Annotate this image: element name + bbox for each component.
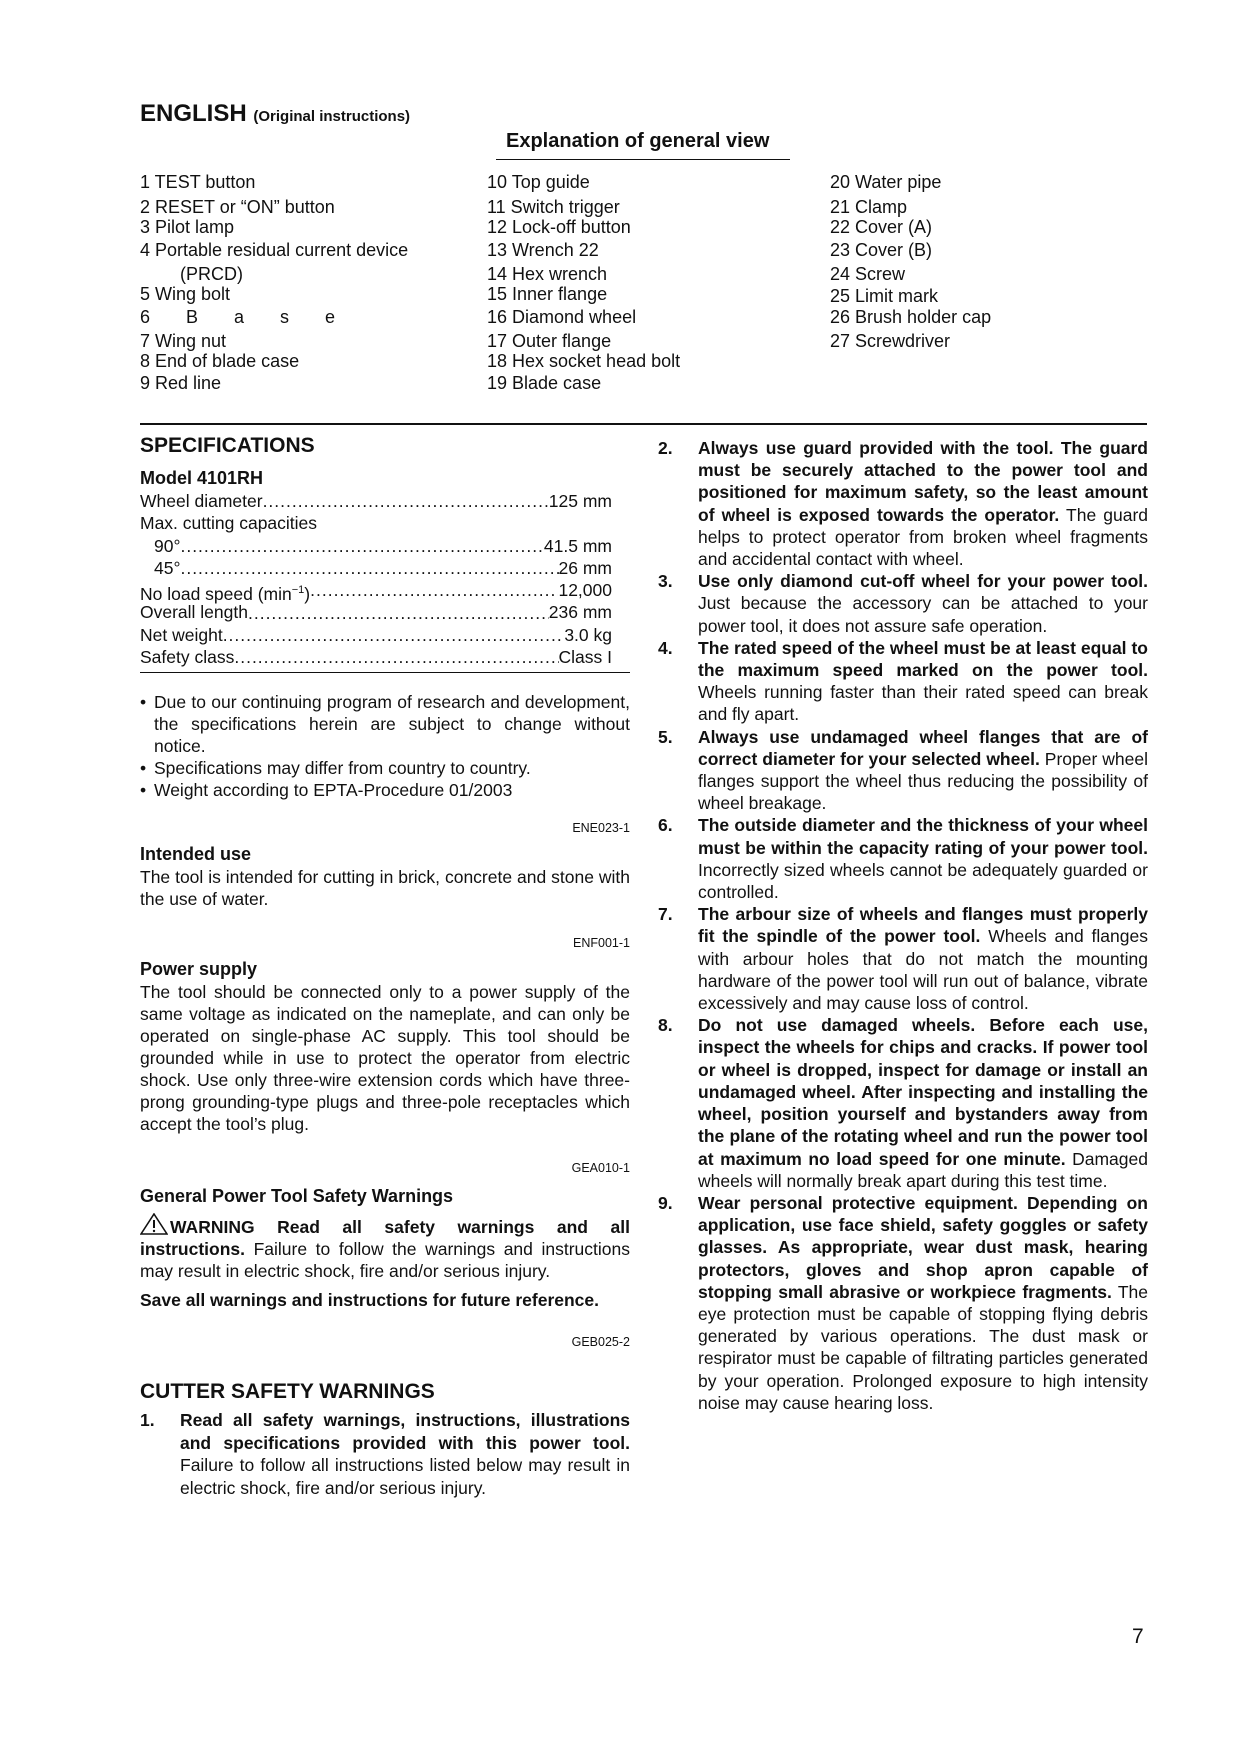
gv-item-12: 12 Lock-off button bbox=[487, 217, 631, 237]
cutter-rule-1 bbox=[140, 1409, 630, 1499]
intended-use-text: The tool is intended for cutting in brick, concrete and stone with the use of water. bbox=[140, 867, 630, 910]
spec-row-90deg bbox=[140, 535, 630, 557]
rule-text: Wheels and flanges with arbour holes that do not match the mounting hardware of the power tool will run out of balance, vibrate excessively and may cause loss of control. bbox=[698, 926, 1148, 1014]
spec-row-no-load-speed bbox=[140, 579, 630, 605]
warning-triangle-icon bbox=[140, 1213, 168, 1235]
gv-item-18: 18 Hex socket head bolt bbox=[487, 351, 681, 371]
spec-value: Class I bbox=[558, 647, 612, 668]
spec-row-wheel-diameter bbox=[140, 490, 630, 512]
spec-row-overall-length bbox=[140, 601, 630, 623]
rule-bold-text: Use only diamond cut-off wheel for your power tool. bbox=[698, 571, 1148, 592]
spec-label bbox=[140, 579, 311, 605]
cutter-rule-2 bbox=[658, 437, 1148, 570]
rule-text: Just because the accessory can be attached to your power tool, it does not assure safe operation. bbox=[698, 593, 1148, 636]
rule-text: Proper wheel flanges support the wheel thus reducing the possibility of wheel breakage. bbox=[698, 748, 1148, 814]
gv-item-2: 2 RESET or “ON” button bbox=[140, 197, 335, 217]
doc-code: ENE023-1 bbox=[572, 821, 630, 836]
cutter-safety-title: CUTTER SAFETY WARNINGS bbox=[140, 1380, 435, 1404]
warning-paragraph bbox=[140, 1213, 630, 1282]
section-divider bbox=[140, 423, 1147, 425]
rule-bold-text: The rated speed of the wheel must be at least equal to the maximum speed marked on the power tool. bbox=[698, 637, 1148, 681]
spec-row-safety-class bbox=[140, 646, 630, 668]
gv-item-13: 13 Wrench 22 bbox=[487, 240, 599, 260]
model-name: Model 4101RH bbox=[140, 468, 264, 488]
doc-code: GEA010-1 bbox=[571, 1161, 630, 1176]
cutter-rule-4 bbox=[658, 637, 1148, 726]
gv-item-17: 17 Outer flange bbox=[487, 331, 612, 351]
rule-bold-text: Always use undamaged wheel flanges that are of correct diameter for your selected wheel. bbox=[698, 726, 1148, 769]
cutter-rule-9 bbox=[658, 1192, 1148, 1414]
gv-item-16: 16 Diamond wheel bbox=[487, 307, 637, 327]
rule-bold-text: Always use guard provided with the tool. The guard must be securely attached to the power tool and positioned for maximum safety, so the least amount of wheel is exposed towards the operator. bbox=[698, 438, 1148, 525]
no-load-exponent: −1 bbox=[291, 584, 305, 597]
gv-item-26: 26 Brush holder cap bbox=[830, 307, 992, 327]
cutter-rule-7 bbox=[658, 903, 1148, 1014]
spec-row-max-cutting bbox=[140, 512, 630, 534]
spec-notes bbox=[140, 691, 630, 801]
cutter-rule-6 bbox=[658, 814, 1148, 903]
gv-item-24: 24 Screw bbox=[830, 264, 906, 284]
gv-item-4-cont: (PRCD) bbox=[180, 264, 243, 284]
rule-number: 1. bbox=[140, 1410, 155, 1431]
gv-item-11: 11 Switch trigger bbox=[487, 197, 620, 217]
spec-row-net-weight bbox=[140, 624, 630, 646]
gv-item-23: 23 Cover (B) bbox=[830, 240, 933, 260]
gv-item-4: 4 Portable residual current device bbox=[140, 240, 409, 260]
warning-bold-text: WARNING Read all safety warnings and all instructions. bbox=[140, 1217, 630, 1260]
cutter-rule-5 bbox=[658, 726, 1148, 815]
rule-text: Failure to follow all instructions listed below may result in electric shock, fire and/or serious injury. bbox=[180, 1455, 630, 1498]
gv-item-21: 21 Clamp bbox=[830, 197, 908, 217]
rule-number: 2. bbox=[658, 438, 673, 458]
spec-note: • Weight according to EPTA-Procedure 01/2003 bbox=[140, 779, 630, 801]
rule-text: Wheels running faster than their rated speed can break and fly apart. bbox=[698, 682, 1148, 725]
rule-number: 7. bbox=[658, 904, 673, 925]
cutter-rule-8 bbox=[658, 1014, 1148, 1192]
rule-number: 8. bbox=[658, 1015, 673, 1036]
doc-code: ENF001-1 bbox=[573, 936, 630, 951]
gv-item-7: 7 Wing nut bbox=[140, 331, 227, 351]
cutter-rules-left bbox=[140, 1409, 630, 1499]
rule-bold-text: Do not use damaged wheels. Before each use, inspect the wheels for chips and cracks. If power tool or wheel is dropped, inspect for damage or install an undamaged wheel. After inspecting and installing the wheel, position yourself and bystanders away from the plane of the rotating wheel and run the power tool at maximum no load speed for one minute. bbox=[698, 1015, 1148, 1169]
gv-item-3: 3 Pilot lamp bbox=[140, 217, 235, 237]
doc-code: GEB025-2 bbox=[571, 1335, 630, 1350]
intended-use-title: Intended use bbox=[140, 844, 252, 865]
gv-item-1: 1 TEST button bbox=[140, 172, 256, 192]
spec-label: 90° bbox=[154, 535, 181, 556]
rule-text: Damaged wheels will normally break apart during this test time. bbox=[698, 1148, 1148, 1191]
spec-label: 45° bbox=[154, 557, 181, 578]
gv-item-8: 8 End of blade case bbox=[140, 351, 300, 371]
power-supply-text: The tool should be connected only to a power supply of the same voltage as indicated on the nameplate, and can only be operated on single-phase AC supply. This tool should be grounded while in use to protect the operator from electric shock. Use only three-wire extension cords which have three-prong grounding-type plugs and three-pole receptacles which accept the tool’s plug. bbox=[140, 982, 630, 1135]
power-supply-title: Power supply bbox=[140, 959, 258, 980]
gv-item-25: 25 Limit mark bbox=[830, 286, 939, 306]
rule-bold-text: Wear personal protective equipment. Depending on application, use face shield, safety goggles or safety glasses. As appropriate, wear dust mask, hearing protectors, gloves and shop apron capable of stopping small abrasive or workpiece fragments. bbox=[698, 1192, 1148, 1302]
cutter-rule-3 bbox=[658, 570, 1148, 637]
save-instructions-text: Save all warnings and instructions for future reference. bbox=[140, 1290, 600, 1311]
spec-label: Net weight bbox=[140, 624, 223, 645]
rule-number: 5. bbox=[658, 726, 673, 747]
spec-note: • Due to our continuing program of research and development, the specifications herein are subject to change without notice. bbox=[140, 691, 630, 757]
language-note: (Original instructions) bbox=[253, 108, 411, 125]
gv-item-5: 5 Wing bolt bbox=[140, 284, 231, 304]
gv-item-10: 10 Top guide bbox=[487, 172, 590, 192]
rule-number: 4. bbox=[658, 637, 673, 658]
spec-value: 3.0 kg bbox=[564, 624, 612, 645]
rule-bold-text: The outside diameter and the thickness of your wheel must be within the capacity rating of your power tool. bbox=[698, 815, 1148, 858]
rule-text: The guard helps to protect operator from broken wheel fragments and accidental contact with wheel. bbox=[698, 504, 1149, 570]
no-load-close: ) bbox=[304, 584, 311, 605]
spec-table-rule bbox=[140, 672, 630, 673]
rule-text: The eye protection must be capable of stopping flying debris generated by various operations. The dust mask or respirator must be capable of filtrating particles generated by your operation. Prolonged exposure to high intensity noise may cause hearing loss. bbox=[698, 1281, 1148, 1413]
spec-label: Overall length bbox=[140, 602, 248, 623]
gv-item-27: 27 Screwdriver bbox=[830, 331, 951, 351]
gv-item-19: 19 Blade case bbox=[487, 373, 602, 393]
spec-label: Wheel diameter bbox=[140, 491, 263, 511]
spec-value: 236 mm bbox=[548, 602, 612, 623]
spec-note: • Specifications may differ from country to country. bbox=[140, 757, 630, 779]
rule-number: 3. bbox=[658, 571, 673, 592]
rule-bold-text: The arbour size of wheels and flanges must properly fit the spindle of the power tool. bbox=[698, 904, 1148, 947]
rule-bold-text: Read all safety warnings, instructions, illustrations and specifications provided with this power tool. bbox=[180, 1410, 630, 1453]
language-title: ENGLISH bbox=[140, 100, 247, 127]
gv-item-6: 6 B a s e bbox=[140, 307, 344, 327]
specifications-title: SPECIFICATIONS bbox=[140, 434, 315, 457]
rule-text: Incorrectly sized wheels cannot be adequately guarded or controlled. bbox=[698, 859, 1148, 903]
spec-row-45deg bbox=[140, 557, 630, 579]
gv-item-20: 20 Water pipe bbox=[830, 172, 942, 192]
spec-label: Max. cutting capacities bbox=[140, 513, 318, 534]
spec-value: 125 mm bbox=[548, 491, 612, 511]
rule-number: 9. bbox=[658, 1192, 673, 1213]
gv-item-22: 22 Cover (A) bbox=[830, 217, 933, 237]
no-load-label-text: No load speed (min bbox=[140, 584, 292, 605]
page-number: 7 bbox=[1132, 1625, 1144, 1648]
language-heading bbox=[140, 100, 410, 128]
general-safety-title: General Power Tool Safety Warnings bbox=[140, 1186, 454, 1207]
general-view-title: Explanation of general view bbox=[506, 130, 770, 152]
spec-value: 26 mm bbox=[558, 557, 612, 578]
gv-item-9: 9 Red line bbox=[140, 373, 222, 393]
left-column bbox=[140, 435, 630, 1499]
gv-item-15: 15 Inner flange bbox=[487, 284, 608, 304]
right-column bbox=[658, 437, 1148, 1414]
spec-value: 41.5 mm bbox=[543, 535, 612, 556]
cutter-rules-right bbox=[658, 437, 1148, 1414]
rule-number: 6. bbox=[658, 815, 673, 836]
general-view-title-underline bbox=[496, 159, 790, 160]
spec-value: 12,000 bbox=[558, 580, 612, 601]
gv-item-14: 14 Hex wrench bbox=[487, 264, 608, 284]
warning-text: Failure to follow the warnings and instructions may result in electric shock, fire and/or serious injury. bbox=[140, 1239, 630, 1282]
spec-label: Safety class bbox=[140, 647, 235, 668]
